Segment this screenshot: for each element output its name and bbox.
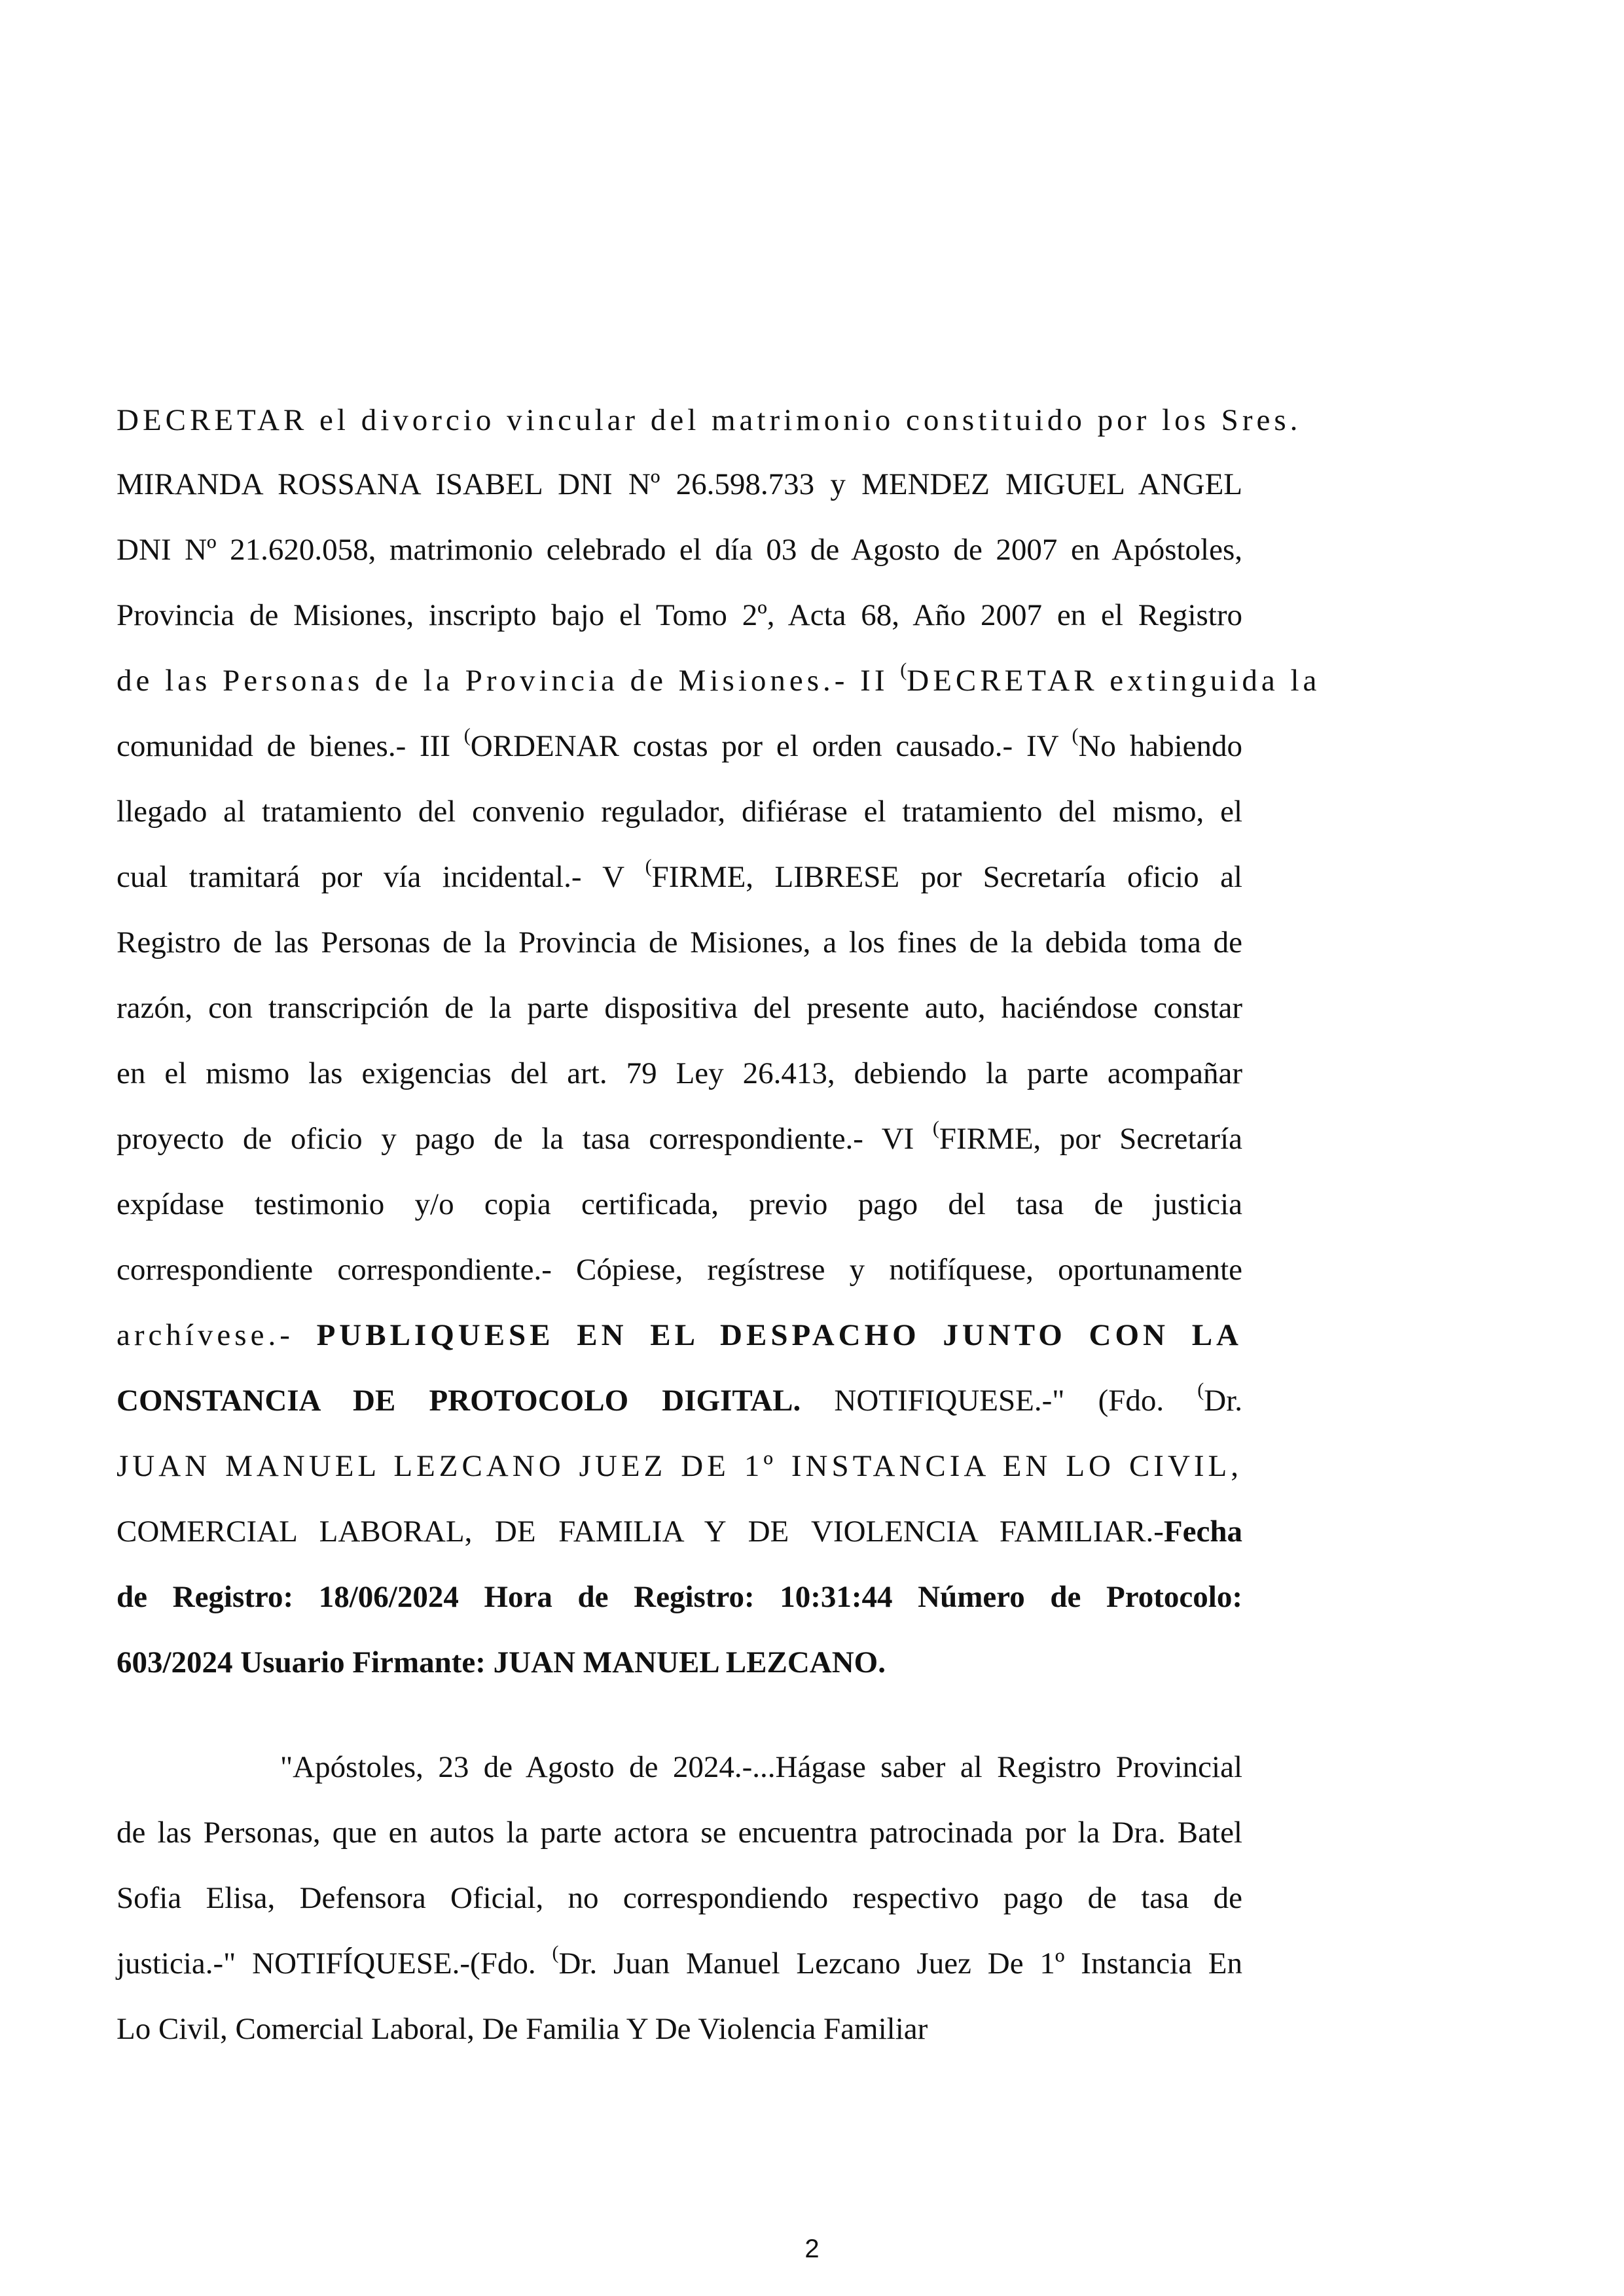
open-paren-mark: ( <box>552 1942 559 1964</box>
text-line-23: Sofia Elisa, Defensora Oficial, no correspondiendo respectivo pago de tasa de <box>117 1881 1242 1915</box>
text-line-17: JUAN MANUEL LEZCANO JUEZ DE 1º INSTANCIA EN LO CIVIL, <box>117 1449 1242 1483</box>
text-line-11: en el mismo las exigencias del art. 79 Ley 26.413, debiendo la parte acompañar <box>117 1056 1242 1090</box>
text-line-4: Provincia de Misiones, inscripto bajo el Tomo 2º, Acta 68, Año 2007 en el Registro <box>117 598 1242 632</box>
text-line-10: razón, con transcripción de la parte dispositiva del presente auto, haciéndose constar <box>117 991 1242 1025</box>
text-line-12: proyecto de oficio y pago de la tasa correspondiente.- VI (FIRME, por Secretaría <box>117 1117 1243 1156</box>
text-line-2: MIRANDA ROSSANA ISABEL DNI Nº 26.598.733 y MENDEZ MIGUEL ANGEL <box>117 467 1242 501</box>
open-paren-mark: ( <box>1197 1379 1204 1401</box>
open-paren-mark: ( <box>932 1117 939 1139</box>
open-paren-mark: ( <box>463 725 471 746</box>
text-line-19: de Registro: 18/06/2024 Hora de Registro: 10:31:44 Número de Protocolo: <box>117 1580 1242 1614</box>
text-line-25: Lo Civil, Comercial Laboral, De Familia Y De Violencia Familiar <box>117 2012 928 2046</box>
text-line-21: "Apóstoles, 23 de Agosto de 2024.-...Hágase saber al Registro Provincial <box>280 1750 1242 1784</box>
open-paren-mark: ( <box>1072 725 1079 746</box>
text-line-8: cual tramitará por vía incidental.- V (FIRME, LIBRESE por Secretaría oficio al <box>117 855 1242 894</box>
text-line-9: Registro de las Personas de la Provincia de Misiones, a los fines de la debida toma de <box>117 925 1242 960</box>
text-line-3: DNI Nº 21.620.058, matrimonio celebrado el día 03 de Agosto de 2007 en Apóstoles, <box>117 533 1242 567</box>
text-line-5: de las Personas de la Provincia de Misiones.- II (DECRETAR extinguida la <box>117 659 1321 698</box>
text-line-15: archívese.- PUBLIQUESE EN EL DESPACHO JUNTO CON LA <box>117 1318 1242 1352</box>
text-line-22: de las Personas, que en autos la parte actora se encuentra patrocinada por la Dra. Batel <box>117 1816 1242 1850</box>
text-line-13: expídase testimonio y/o copia certificada, previo pago del tasa de justicia <box>117 1187 1242 1221</box>
text-line-24: justicia.-" NOTIFÍQUESE.-(Fdo. (Dr. Juan Manuel Lezcano Juez De 1º Instancia En <box>117 1942 1242 1981</box>
open-paren-mark: ( <box>645 855 652 877</box>
text-line-6: comunidad de bienes.- III (ORDENAR costas por el orden causado.- IV (No habiendo <box>117 725 1242 763</box>
text-line-7: llegado al tratamiento del convenio regulador, difiérase el tratamiento del mismo, el <box>117 795 1242 829</box>
text-line-14: correspondiente correspondiente.- Cópiese, regístrese y notifíquese, oportunamente <box>117 1253 1242 1287</box>
text-line-18: COMERCIAL LABORAL, DE FAMILIA Y DE VIOLENCIA FAMILIAR.-Fecha <box>117 1515 1242 1549</box>
text-line-1: DECRETAR el divorcio vincular del matrimonio constituido por los Sres. <box>117 403 1302 437</box>
text-line-20: 603/2024 Usuario Firmante: JUAN MANUEL LEZCANO. <box>117 1645 886 1679</box>
page-number: 2 <box>804 2234 820 2263</box>
text-line-16: CONSTANCIA DE PROTOCOLO DIGITAL. NOTIFIQUESE.-" (Fdo. (Dr. <box>117 1379 1242 1418</box>
open-paren-mark: ( <box>900 659 907 681</box>
